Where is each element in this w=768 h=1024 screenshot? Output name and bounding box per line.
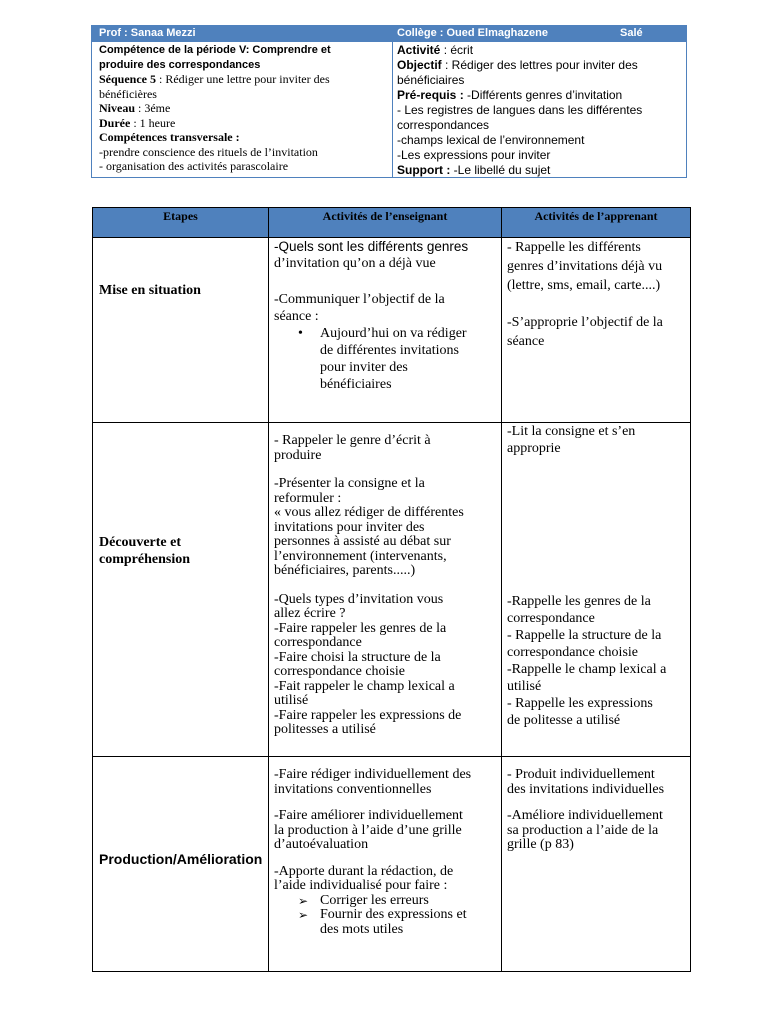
teacher-cell-production (274, 768, 499, 937)
list-item (274, 894, 499, 909)
column-divider-1 (268, 208, 269, 971)
learner-text: des invitations individuelles (507, 781, 665, 797)
header-apprenant: Activités de l’apprenant (534, 209, 658, 223)
learner-text: utilisé (507, 679, 542, 694)
teacher-text: correspondance (274, 635, 362, 650)
learner-text: de politesse a utilisé (507, 713, 621, 728)
objectif-label: Objectif (397, 58, 442, 72)
learner-text: (lettre, sms, email, carte....) (507, 278, 661, 293)
teacher-text: d’autoévaluation (274, 837, 369, 852)
activite-text: : écrit (440, 43, 474, 57)
niveau-text: : 3éme (135, 101, 171, 115)
college-name: Collège : Oued Elmaghazene (397, 27, 548, 39)
teacher-arrow-list (274, 894, 499, 938)
teacher-cell-mise-en-situation (274, 238, 499, 393)
learner-cell-decouverte (507, 423, 689, 729)
sequence-line (99, 72, 389, 87)
header-divider (392, 26, 393, 177)
header-enseignant: Activités de l’enseignant (322, 209, 448, 223)
learner-cell-mise-en-situation (507, 238, 689, 351)
learner-text: sa production a l’aide de la (507, 822, 659, 838)
teacher-text: -Quels types d’invitation vous (274, 591, 444, 607)
teacher-text: -Faire choisi la structure de la (274, 649, 441, 665)
niveau-line (99, 101, 389, 116)
learner-text: approprie (507, 441, 561, 456)
teacher-text: utilisé (274, 693, 309, 708)
competence-line-2: produire des correspondances (99, 58, 261, 71)
arrow-text: Fournir des expressions et (320, 907, 467, 922)
sequence-line-2: bénéficières (99, 86, 157, 101)
prof-name: Prof : Sanaa Mezzi (99, 27, 196, 39)
teacher-text: l’environnement (intervenants, (274, 548, 447, 564)
teacher-text: correspondance choisie (274, 664, 405, 679)
arrow-text: Corriger les erreurs (320, 892, 429, 908)
learner-text: -Améliore individuellement (507, 808, 663, 823)
learner-text: genres d’invitations déjà vu (507, 259, 663, 274)
sequence-text: : Rédiger une lettre pour inviter des (156, 72, 330, 86)
learner-cell-production (507, 768, 689, 853)
prerequis-line (397, 88, 685, 103)
teacher-text: -Faire rappeler les expressions de (274, 707, 462, 723)
stage-decouverte (99, 534, 190, 568)
sequence-label: Séquence 5 (99, 72, 156, 86)
teacher-text: politesses a utilisé (274, 722, 376, 737)
teacher-text: l’aide individualisé pour faire : (274, 878, 448, 893)
teacher-cell-decouverte (274, 434, 499, 738)
duree-label: Durée (99, 115, 131, 130)
learner-text: grille (p 83) (507, 837, 574, 852)
teacher-text: séance : (274, 309, 319, 324)
learner-text: - Produit individuellement (507, 767, 655, 782)
objectif-line-2: bénéficiaires (397, 73, 465, 87)
list-item (274, 908, 499, 937)
learner-text: correspondance choisie (507, 645, 638, 660)
prerequis-line-5: -Les expressions pour inviter (397, 148, 551, 162)
transversale-line-1: -prendre conscience des rituels de l’invitation (99, 144, 318, 159)
teacher-text: -Faire améliorer individuellement (274, 808, 463, 823)
prerequis-label: Pré-requis : (397, 88, 468, 102)
column-divider-2 (501, 208, 502, 971)
prerequis-line-4: -champs lexical de l’environnement (397, 133, 585, 147)
teacher-text: - Rappeler le genre d’écrit à (274, 433, 431, 448)
competence-line-1: Compétence de la période V: Comprendre et (99, 44, 331, 56)
bullet-text: pour inviter des (320, 360, 408, 375)
header-right-column (397, 43, 685, 178)
teacher-text: d’invitation qu’on a déjà vue (274, 256, 436, 271)
transversale-line-2: - organisation des activités parascolaire (99, 159, 289, 173)
header-etapes: Etapes (163, 209, 198, 223)
activite-line (397, 43, 685, 58)
learner-text: -S’approprie l’objectif de la (507, 315, 663, 330)
lesson-header-table (91, 25, 687, 178)
bullet-text: Aujourd’hui on va rédiger (320, 326, 467, 341)
lesson-steps-table (92, 207, 691, 972)
learner-text: correspondance (507, 611, 595, 626)
prerequis-line-3: correspondances (397, 118, 490, 132)
teacher-text: -Faire rappeler les genres de la (274, 620, 447, 636)
transversale-label: Compétences transversale : (99, 130, 240, 144)
teacher-text: bénéficiaires, parents.....) (274, 563, 416, 578)
support-line (397, 163, 685, 178)
stage-production: Production/Amélioration (99, 851, 263, 867)
learner-text: - Rappelle les différents (507, 240, 641, 255)
learner-text: -Rappelle le champ lexical a (507, 662, 667, 677)
teacher-text: invitations conventionnelles (274, 781, 432, 797)
teacher-bullet-list (274, 325, 499, 393)
row-divider-2 (93, 756, 690, 757)
header-left-column (99, 43, 389, 174)
objectif-text: : Rédiger des lettres pour inviter des (441, 58, 638, 72)
header-bar (92, 26, 686, 42)
list-item (274, 325, 499, 393)
support-text: -Le libellé du sujet (453, 163, 551, 177)
activite-label: Activité (397, 43, 441, 57)
teacher-text: personnes à assisté au débat sur (274, 534, 451, 549)
bullet-text: de différentes invitations (320, 343, 459, 358)
teacher-text: « vous allez rédiger de différentes (274, 505, 464, 520)
table-header-row (93, 208, 690, 237)
stage-line: compréhension (99, 552, 190, 567)
teacher-text: reformuler : (274, 490, 342, 506)
learner-text: séance (507, 334, 545, 349)
prerequis-text-1: -Différents genres d’invitation (467, 88, 623, 102)
city-name: Salé (620, 27, 643, 39)
niveau-label: Niveau (99, 101, 135, 115)
teacher-text: -Quels sont les différents genres (274, 239, 469, 254)
teacher-text: -Fait rappeler le champ lexical a (274, 678, 455, 694)
learner-text: - Rappelle les expressions (507, 696, 653, 711)
learner-text: -Rappelle les genres de la (507, 594, 651, 609)
arrow-text: des mots utiles (320, 921, 404, 937)
duree-line (99, 116, 389, 131)
stage-line: Découverte et (99, 535, 182, 550)
bullet-text: bénéficiaires (320, 377, 392, 392)
stage-mise-en-situation: Mise en situation (99, 283, 201, 298)
prerequis-line-2: - Les registres de langues dans les différentes (397, 103, 643, 117)
learner-text: - Rappelle la structure de la (507, 628, 662, 643)
support-label: Support : (397, 163, 454, 177)
teacher-text: -Présenter la consigne et la (274, 476, 425, 491)
teacher-text: la production à l’aide d’une grille (274, 822, 462, 838)
learner-text: -Lit la consigne et s’en (507, 424, 636, 439)
duree-text: : 1 heure (130, 115, 176, 130)
teacher-text: -Apporte durant la rédaction, de (274, 863, 454, 879)
teacher-text: -Communiquer l’objectif de la (274, 292, 445, 307)
teacher-text: invitations pour inviter des (274, 519, 425, 535)
teacher-text: produire (274, 447, 322, 463)
teacher-text: -Faire rédiger individuellement des (274, 767, 472, 782)
teacher-text: allez écrire ? (274, 606, 346, 621)
objectif-line (397, 58, 685, 73)
